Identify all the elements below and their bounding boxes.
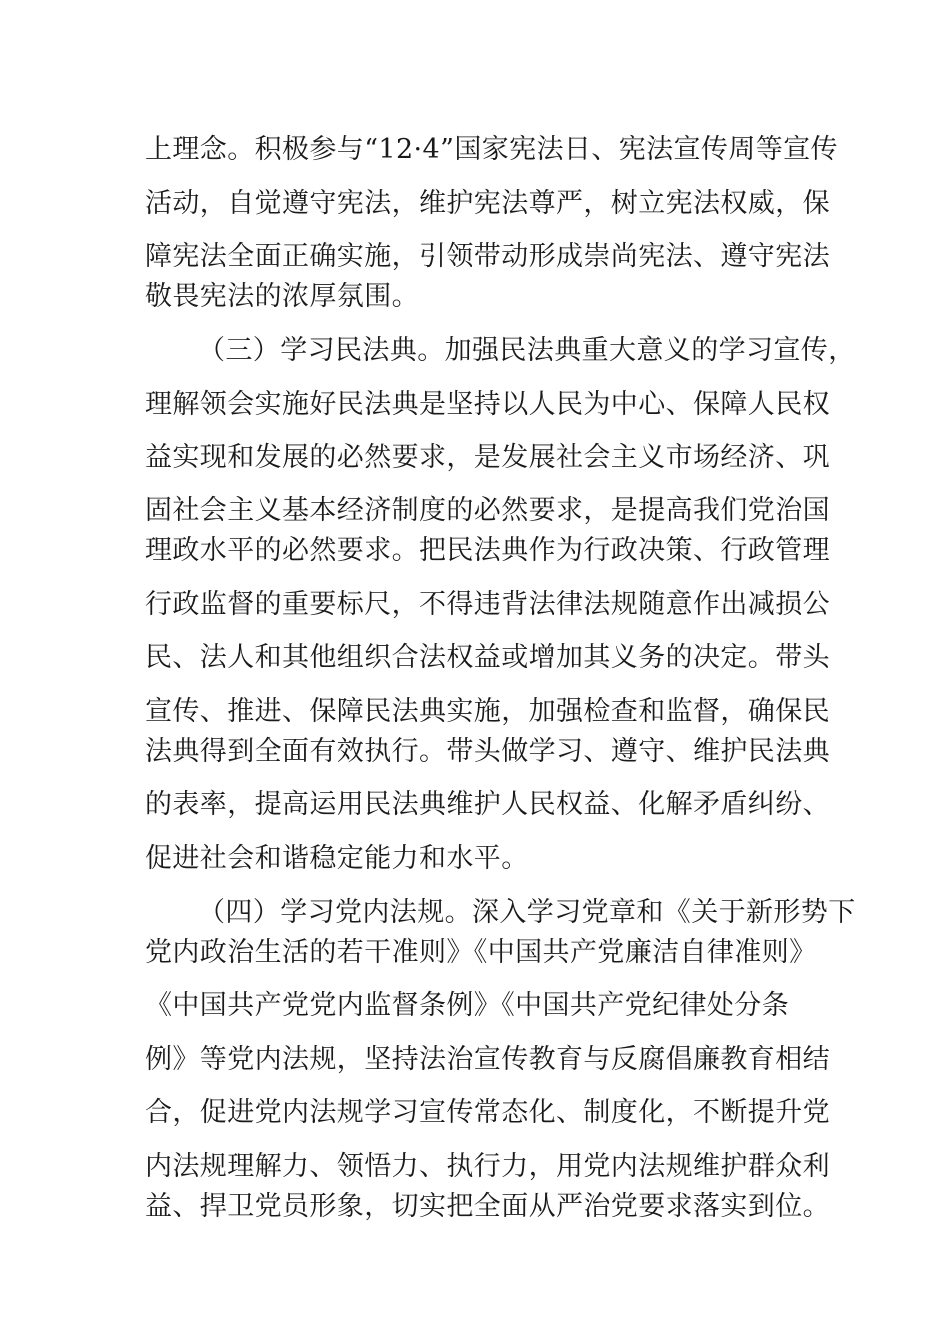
text-line: 益、捍卫党员形象，切实把全面从严治党要求落实到位。 [145, 1191, 830, 1222]
paragraph-heading-line: （三）学习民法典。加强民法典重大意义的学习宣传， [198, 335, 856, 366]
text-line: 障宪法全面正确实施，引领带动形成崇尚宪法、遵守宪法 [145, 241, 830, 272]
text-line: 上理念。积极参与“12·4”国家宪法日、宪法宣传周等宣传 [145, 134, 838, 165]
text-line: 《中国共产党党内监督条例》《中国共产党纪律处分条 [145, 990, 790, 1021]
text-line: 例》等党内法规，坚持法治宣传教育与反腐倡廉教育相结 [145, 1044, 830, 1075]
text-line: 活动，自觉遵守宪法，维护宪法尊严，树立宪法权威，保 [145, 188, 830, 219]
paragraph-heading-line: （四）学习党内法规。深入学习党章和《关于新形势下 [198, 897, 856, 928]
text-line: 宣传、推进、保障民法典实施，加强检查和监督，确保民 [145, 696, 830, 727]
text-line: 民、法人和其他组织合法权益或增加其义务的决定。带头 [145, 642, 830, 673]
text-line: 益实现和发展的必然要求，是发展社会主义市场经济、巩 [145, 442, 830, 473]
text-line: 敬畏宪法的浓厚氛围。 [145, 281, 419, 312]
text-line: 合，促进党内法规学习宣传常态化、制度化，不断提升党 [145, 1097, 830, 1128]
text-line: 理解领会实施好民法典是坚持以人民为中心、保障人民权 [145, 389, 830, 420]
text-line: 的表率，提高运用民法典维护人民权益、化解矛盾纠纷、 [145, 789, 830, 820]
text-line: 理政水平的必然要求。把民法典作为行政决策、行政管理 [145, 535, 830, 566]
text-line: 行政监督的重要标尺，不得违背法律法规随意作出减损公 [145, 589, 830, 620]
text-line: 法典得到全面有效执行。带头做学习、遵守、维护民法典 [145, 736, 830, 767]
text-line: 党内政治生活的若干准则》《中国共产党廉洁自律准则》 [145, 937, 817, 968]
text-line: 固社会主义基本经济制度的必然要求，是提高我们党治国 [145, 495, 830, 526]
text-line: 内法规理解力、领悟力、执行力，用党内法规维护群众利 [145, 1151, 830, 1182]
text-line: 促进社会和谐稳定能力和水平。 [145, 843, 529, 874]
